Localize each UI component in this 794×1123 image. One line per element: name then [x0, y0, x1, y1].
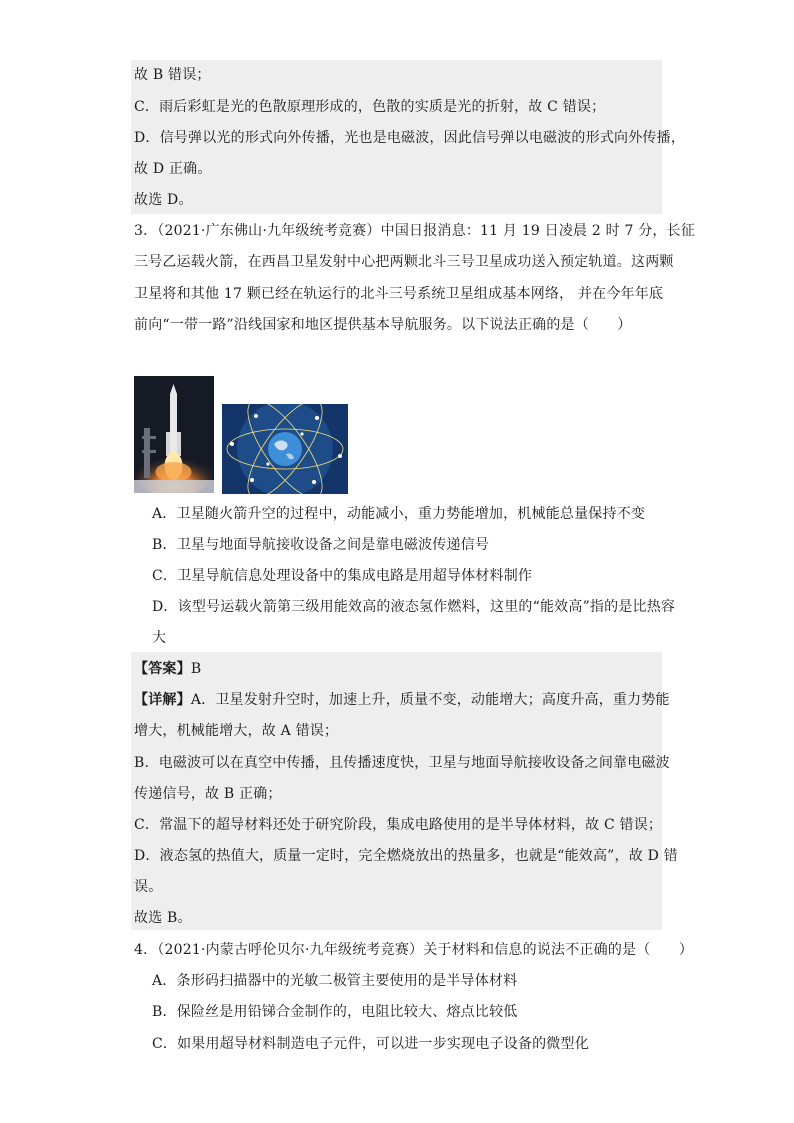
rocket-launch-image	[134, 376, 214, 493]
q3-answer	[134, 660, 201, 678]
q4-option-b: B．保险丝是用铅锑合金制作的，电阻比较大、熔点比较低	[152, 1004, 518, 1020]
answer-value: B	[190, 661, 202, 677]
q3-detail-line-5: C．常温下的超导材料还处于研究阶段，集成电路使用的是半导体材料，故 C 错误；	[134, 817, 663, 833]
q3-detail-line-2: 增大，机械能增大，故 A 错误；	[134, 723, 339, 739]
q3-option-d: D．该型号运载火箭第三级用能效高的液态氢作燃料，这里的“能效高”指的是比热容	[152, 599, 676, 615]
q3-option-b: B．卫星与地面导航接收设备之间是靠电磁波传递信号	[152, 537, 490, 553]
q3-detail-line-4: 传递信号，故 B 正确；	[134, 786, 282, 802]
detail-label: 【详解】	[134, 692, 191, 708]
q3-detail-line-6: D．液态氢的热值大，质量一定时，完全燃烧放出的热量多，也就是“能效高”，故 D 错	[134, 848, 678, 864]
q3-final-choice: 故选 B。	[134, 910, 192, 926]
prev-option-d-explanation-cont: 故 D 正确。	[134, 161, 212, 177]
q3-stem-line-1: 3．（2021·广东佛山·九年级统考竞赛）中国日报消息：11 月 19 日凌晨 2 时 7 分，长征	[134, 223, 696, 239]
q3-detail-line-7: 误。	[134, 879, 163, 895]
q3-option-d-cont: 大	[152, 630, 167, 646]
prev-final-choice: 故选 D。	[134, 192, 193, 208]
prev-option-d-explanation: D．信号弹以光的形式向外传播，光也是电磁波，因此信号弹以电磁波的形式向外传播，	[134, 130, 686, 146]
q3-detail-line-3: B．电磁波可以在真空中传播，且传播速度快，卫星与地面导航接收设备之间靠电磁波	[134, 755, 670, 771]
detail-text: A．卫星发射升空时，加速上升，质量不变，动能增大；高度升高，重力势能	[190, 692, 670, 708]
q3-stem-line-3: 卫星将和其他 17 颗已经在轨运行的北斗三号系统卫星组成基本网络， 并在今年年底	[134, 286, 664, 302]
q3-stem-line-4: 前向“一带一路”沿线国家和地区提供基本导航服务。以下说法正确的是（ ）	[134, 317, 632, 333]
answer-label: 【答案】	[134, 661, 191, 677]
q4-option-c: C．如果用超导材料制造电子元件，可以进一步实现电子设备的微型化	[152, 1036, 589, 1052]
q3-option-a: A．卫星随火箭升空的过程中，动能减小，重力势能增加，机械能总量保持不变	[152, 506, 646, 522]
q3-option-c: C．卫星导航信息处理设备中的集成电路是用超导体材料制作	[152, 568, 533, 584]
q3-stem-line-2: 三号乙运载火箭，在西昌卫星发射中心把两颗北斗三号卫星成功送入预定轨道。这两颗	[134, 254, 674, 270]
q4-option-a: A．条形码扫描器中的光敏二极管主要使用的是半导体材料	[152, 973, 518, 989]
satellite-orbit-image	[222, 404, 348, 494]
q3-detail-line-1	[134, 691, 670, 709]
prev-option-c-explanation: C．雨后彩虹是光的色散原理形成的，色散的实质是光的折射，故 C 错误；	[134, 99, 606, 115]
q4-stem: 4．（2021·内蒙古呼伦贝尔·九年级统考竞赛）关于材料和信息的说法不正确的是（ ）	[134, 942, 694, 958]
prev-text-line: 故 B 错误；	[134, 67, 211, 83]
